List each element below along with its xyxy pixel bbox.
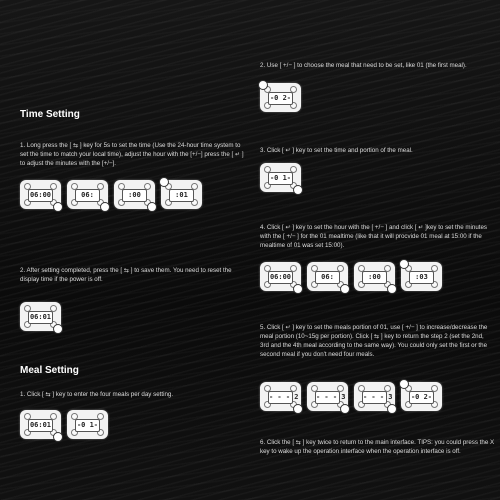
time-setting-heading: Time Setting: [20, 109, 80, 120]
feeder-display: [354, 382, 395, 411]
meal-setting-step6: 6. Click the [ ⇆ ] key twice to return to the main interface. TIPS: you could press the X key to wake up the operation interface when the operation interface is off.: [260, 439, 495, 455]
meal-step3-devices: [260, 163, 301, 192]
finger-press-icon: [53, 324, 63, 334]
display-readout: 06:: [75, 189, 100, 202]
display-readout: 06:01: [28, 311, 53, 324]
meal-setting-heading: Meal Setting: [20, 365, 79, 376]
finger-press-icon: [399, 259, 409, 269]
display-readout: :03: [409, 271, 434, 284]
meal-step2-devices: [260, 83, 301, 112]
meal-setting-step2: 2. Use [ +/− ] to choose the meal that need to be set, like 01 (the first meal).: [260, 62, 467, 69]
feeder-display: [161, 180, 202, 209]
feeder-display: [20, 180, 61, 209]
feeder-display: [67, 180, 108, 209]
meal-setting-step1: 1. Click [ ⇆ ] key to enter the four meals per day setting.: [20, 391, 174, 398]
feeder-display: [260, 382, 301, 411]
time-setting-step1: 1. Long press the [ ⇆ ] key for 5s to set the time (Use the 24-hour time system to set the time to match your local time), adjust the hour with the [+/−] press the [ ↵ ] to adjust the minutes with the [+/−].: [20, 142, 244, 167]
finger-press-icon: [340, 284, 350, 294]
finger-press-icon: [258, 80, 268, 90]
display-readout: 06:00: [268, 271, 293, 284]
display-readout: -0 2-: [409, 391, 434, 404]
finger-press-icon: [293, 404, 303, 414]
finger-press-icon: [159, 177, 169, 187]
meal-setting-step3: 3. Click [ ↵ ] key to set the time and portion of the meal.: [260, 147, 413, 154]
display-readout: :00: [362, 271, 387, 284]
meal-step4-devices: [260, 262, 442, 291]
display-readout: 06:00: [28, 189, 53, 202]
feeder-display: [20, 302, 61, 331]
display-readout: :01: [169, 189, 194, 202]
feeder-display: [307, 382, 348, 411]
meal-step1-devices: [20, 410, 108, 439]
finger-press-icon: [53, 432, 63, 442]
feeder-display: [260, 262, 301, 291]
time-step2-devices: [20, 302, 61, 331]
feeder-display: [354, 262, 395, 291]
display-readout: - - - 2: [268, 391, 293, 404]
finger-press-icon: [147, 202, 157, 212]
feeder-display: [260, 83, 301, 112]
finger-press-icon: [399, 379, 409, 389]
feeder-display: [20, 410, 61, 439]
feeder-display: [307, 262, 348, 291]
display-readout: -0 2-: [268, 92, 293, 105]
display-readout: -0 1-: [75, 419, 100, 432]
finger-press-icon: [293, 284, 303, 294]
display-readout: -0 1-: [268, 172, 293, 185]
meal-setting-step4: 4. Click [ ↵ ] key to set the hour with the [ +/− ] and click [ ↵ ]key to set the minutes with the [ +/− ] for the 01 mealtime (like that it will procvide 01 meal at 15:00 if the mealtime of 01 was set 15:00).: [260, 224, 488, 249]
finger-press-icon: [387, 404, 397, 414]
finger-press-icon: [387, 284, 397, 294]
time-setting-step2: 2. After setting completed, press the [ ⇆ ] to save them. You need to reset the display time if the power is off.: [20, 267, 232, 283]
display-readout: 06:: [315, 271, 340, 284]
finger-press-icon: [340, 404, 350, 414]
meal-setting-step5: 5. Click [ ↵ ] key to set the meals portion of 01, use [ +/− ] to increase/decrease the meal portion (10~15g per portion). Click [ ⇆ ] key to return the step 2 (set the 2nd, 3rd and the 4th meal according to the same way). You could only set the first or the second meal if you don't need four meals.: [260, 324, 488, 358]
display-readout: - - - 3: [362, 391, 387, 404]
finger-press-icon: [100, 202, 110, 212]
display-readout: - - - 3: [315, 391, 340, 404]
feeder-display: [401, 382, 442, 411]
finger-press-icon: [293, 185, 303, 195]
feeder-display: [114, 180, 155, 209]
feeder-display: [260, 163, 301, 192]
meal-step5-devices: [260, 382, 442, 411]
finger-press-icon: [53, 202, 63, 212]
feeder-display: [67, 410, 108, 439]
display-readout: :00: [122, 189, 147, 202]
display-readout: 06:01: [28, 419, 53, 432]
feeder-display: [401, 262, 442, 291]
time-step1-devices: [20, 180, 202, 209]
